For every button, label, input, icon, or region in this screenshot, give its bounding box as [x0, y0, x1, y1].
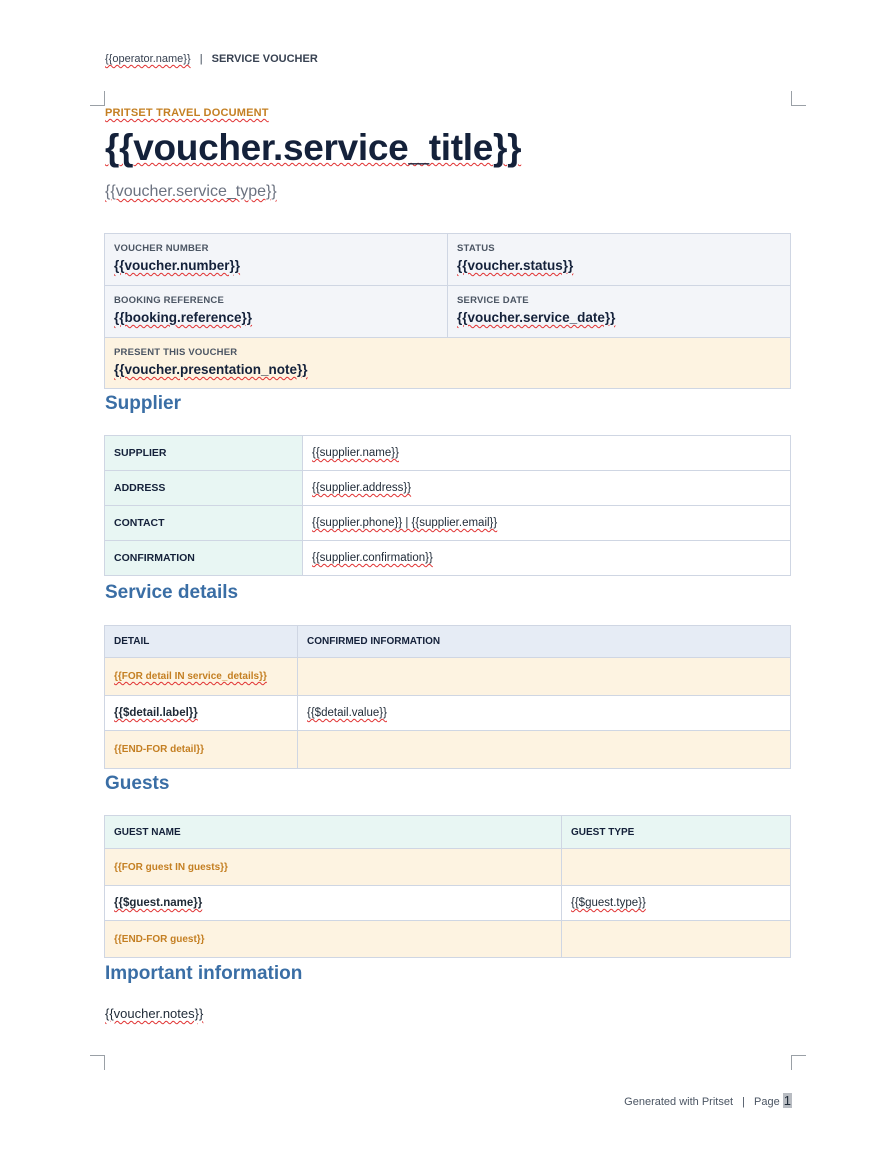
presentation-note-cell: [105, 338, 791, 389]
page-header: [105, 53, 318, 65]
presentation-note-label: PRESENT THIS VOUCHER: [114, 347, 238, 358]
table-header-row: [105, 626, 791, 658]
loop-start-row: [105, 849, 791, 886]
column-header-confirmed-information: CONFIRMED INFORMATION: [298, 626, 791, 658]
presentation-note-value: {{voucher.presentation_note}}: [114, 362, 308, 377]
footer-separator: |: [742, 1096, 745, 1108]
loop-end-row: [105, 731, 791, 769]
booking-reference-label: BOOKING REFERENCE: [114, 295, 225, 306]
voucher-number-cell: [105, 234, 448, 286]
table-row: [105, 886, 791, 921]
summary-row: [105, 286, 791, 338]
footer-page-label: Page: [754, 1096, 780, 1108]
supplier-value: {{supplier.address}}: [303, 471, 791, 506]
loop-end-row: [105, 921, 791, 958]
empty-cell: [298, 731, 791, 769]
service-date-value: {{voucher.service_date}}: [457, 310, 616, 325]
section-title-service-details: Service details: [105, 582, 239, 603]
empty-cell: [562, 849, 791, 886]
service-date-label: SERVICE DATE: [457, 295, 529, 306]
column-header-guest-type: GUEST TYPE: [562, 816, 791, 849]
table-row: [105, 696, 791, 731]
table-row: [105, 471, 791, 506]
crop-mark-top-right: [791, 91, 806, 106]
header-separator: |: [199, 53, 203, 65]
crop-mark-bottom-right: [791, 1055, 806, 1070]
loop-start-tag: {{FOR guest IN guests}}: [105, 849, 562, 886]
guests-table: [104, 815, 791, 958]
voucher-number-label: VOUCHER NUMBER: [114, 243, 209, 254]
supplier-key: CONTACT: [105, 506, 303, 541]
detail-label: {{$detail.label}}: [105, 696, 298, 731]
voucher-summary-table: [104, 233, 791, 389]
column-header-detail: DETAIL: [105, 626, 298, 658]
guest-type: {{$guest.type}}: [562, 886, 791, 921]
supplier-key: CONFIRMATION: [105, 541, 303, 576]
header-doc-type: SERVICE VOUCHER: [211, 53, 318, 65]
loop-end-tag: {{END-FOR guest}}: [105, 921, 562, 958]
table-row: [105, 541, 791, 576]
footer-page-number: 1: [783, 1093, 791, 1108]
supplier-value: {{supplier.confirmation}}: [303, 541, 791, 576]
service-date-cell: [448, 286, 791, 338]
status-value: {{voucher.status}}: [457, 258, 574, 273]
table-header-row: [105, 816, 791, 849]
booking-reference-cell: [105, 286, 448, 338]
supplier-key: SUPPLIER: [105, 436, 303, 471]
supplier-table: [104, 435, 791, 576]
document-subtitle: {{voucher.service_type}}: [105, 183, 277, 200]
document-title: {{voucher.service_title}}: [105, 127, 522, 168]
booking-reference-value: {{booking.reference}}: [114, 310, 253, 325]
summary-row: [105, 234, 791, 286]
supplier-key: ADDRESS: [105, 471, 303, 506]
loop-start-tag: {{FOR detail IN service_details}}: [105, 658, 298, 696]
page-footer: [624, 1093, 792, 1108]
table-row: [105, 506, 791, 541]
document-kicker: PRITSET TRAVEL DOCUMENT: [105, 107, 269, 119]
section-title-supplier: Supplier: [105, 393, 182, 414]
empty-cell: [298, 658, 791, 696]
service-details-table: [104, 625, 791, 769]
supplier-value: {{supplier.phone}} | {{supplier.email}}: [303, 506, 791, 541]
status-label: STATUS: [457, 243, 495, 254]
summary-row: [105, 338, 791, 389]
footer-generated: Generated with Pritset: [624, 1096, 734, 1108]
voucher-number-value: {{voucher.number}}: [114, 258, 241, 273]
guest-name: {{$guest.name}}: [105, 886, 562, 921]
section-title-important-information: Important information: [105, 963, 303, 984]
detail-value: {{$detail.value}}: [298, 696, 791, 731]
status-cell: [448, 234, 791, 286]
empty-cell: [562, 921, 791, 958]
loop-start-row: [105, 658, 791, 696]
column-header-guest-name: GUEST NAME: [105, 816, 562, 849]
crop-mark-top-left: [90, 91, 105, 106]
table-row: [105, 436, 791, 471]
loop-end-tag: {{END-FOR detail}}: [105, 731, 298, 769]
supplier-value: {{supplier.name}}: [303, 436, 791, 471]
voucher-notes: {{voucher.notes}}: [105, 1006, 204, 1021]
crop-mark-bottom-left: [90, 1055, 105, 1070]
section-title-guests: Guests: [105, 773, 170, 794]
header-operator: {{operator.name}}: [105, 53, 191, 65]
